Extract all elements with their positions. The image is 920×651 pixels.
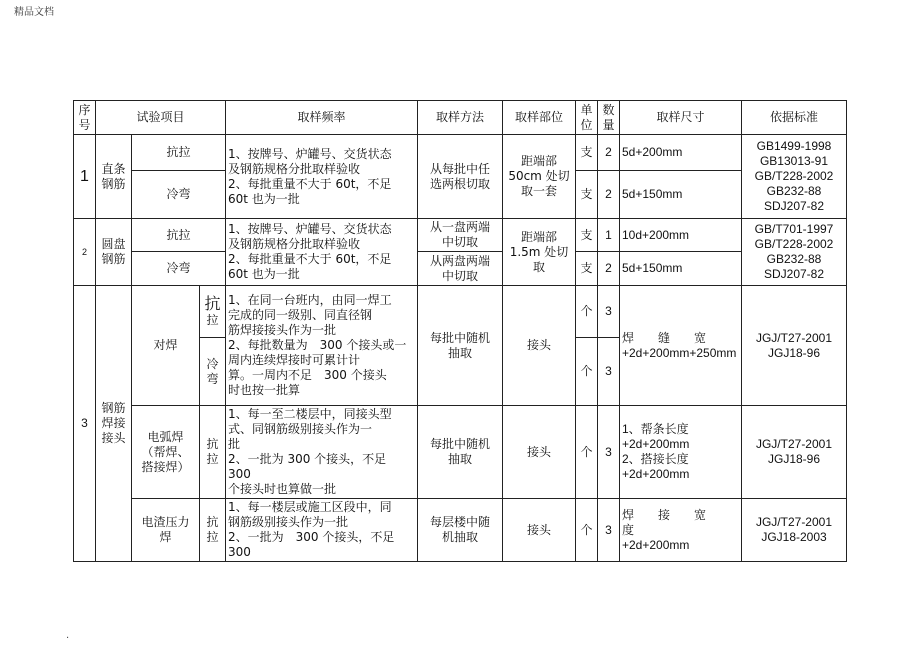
footer-dot: .	[66, 630, 70, 641]
row2-frequency: 1、按牌号、炉罐号、交货状态 及钢筋规格分批取样验收 2、每批重量不大于 60t，不足 60t 也为一批	[226, 219, 418, 286]
row1-test-tensile: 抗拉	[132, 135, 226, 171]
table-header-row	[74, 101, 847, 135]
row2-unit-a: 支	[576, 219, 598, 252]
row3-sub3-test: 抗 拉	[200, 499, 226, 562]
row3-seq: 3	[74, 286, 96, 562]
row2-position: 距端部 1.5m 处切 取	[503, 219, 576, 286]
row3-sub1-position: 接头	[503, 286, 576, 406]
row1-test-bend: 冷弯	[132, 171, 226, 219]
row3-sub3-method: 每层楼中随 机抽取	[418, 499, 503, 562]
row3-sub1-test-tensile-small: 拉	[206, 312, 219, 327]
table-row	[74, 406, 847, 499]
row1-unit-a: 支	[576, 135, 598, 171]
row3-sub3-unit: 个	[576, 499, 598, 562]
header-note: 精品文档	[14, 7, 54, 18]
row3-sub2-frequency: 1、每一至二楼层中，同接头型 式、同钢筋级别接头作为一 批 2、一批为 300 个接头，不足 300 个接头时也算做一批	[226, 406, 418, 499]
row3-sub1-test-tensile	[200, 286, 226, 338]
row3-sub1-unit-a: 个	[576, 286, 598, 338]
row3-sub1-unit-b: 个	[576, 338, 598, 406]
row3-sub2-size: 1、帮条长度 +2d+200mm 2、搭接长度 +2d+200mm	[620, 406, 742, 499]
row2-unit-b: 支	[576, 252, 598, 286]
row1-frequency: 1、按牌号、炉罐号、交货状态 及钢筋规格分批取样验收 2、每批重量不大于 60t，不足 60t 也为一批	[226, 135, 418, 219]
table-row	[74, 252, 847, 286]
row2-material: 圆盘 钢筋	[96, 219, 132, 286]
table-row	[74, 135, 847, 171]
col-header-qty: 数 量	[598, 101, 620, 135]
row1-method: 从每批中任 选两根切取	[418, 135, 503, 219]
row1-qty-b: 2	[598, 171, 620, 219]
row2-qty-a: 1	[598, 219, 620, 252]
table-row	[74, 499, 847, 562]
row3-sub3-qty: 3	[598, 499, 620, 562]
row1-seq: 1	[74, 135, 96, 219]
row1-standard: GB1499-1998 GB13013-91 GB/T228-2002 GB232-88 SDJ207-82	[742, 135, 847, 219]
row2-test-tensile: 抗拉	[132, 219, 226, 252]
row3-sub1-test-tensile-big: 抗	[204, 293, 221, 313]
row2-test-bend: 冷弯	[132, 252, 226, 286]
row1-material: 直条 钢筋	[96, 135, 132, 219]
col-header-size: 取样尺寸	[620, 101, 742, 135]
row2-size-a: 10d+200mm	[620, 219, 742, 252]
row3-sub2-unit: 个	[576, 406, 598, 499]
row3-sub1-size: 焊 缝 宽 +2d+200mm+250mm	[620, 286, 742, 406]
row3-sub2-qty: 3	[598, 406, 620, 499]
row3-sub1-test-bend: 冷 弯	[200, 338, 226, 406]
row3-sub1-method: 每批中随机 抽取	[418, 286, 503, 406]
row1-unit-b: 支	[576, 171, 598, 219]
row3-sub2-name: 电弧焊 （帮焊、 搭接焊）	[132, 406, 200, 499]
row3-sub3-name: 电渣压力 焊	[132, 499, 200, 562]
row1-position: 距端部 50cm 处切 取一套	[503, 135, 576, 219]
row3-sub3-size: 焊 接 宽 度 +2d+200mm	[620, 499, 742, 562]
row3-sub2-standard: JGJ/T27-2001 JGJ18-96	[742, 406, 847, 499]
col-header-seq: 序 号	[74, 101, 96, 135]
row2-size-b: 5d+150mm	[620, 252, 742, 286]
row1-size-b: 5d+150mm	[620, 171, 742, 219]
row2-standard: GB/T701-1997 GB/T228-2002 GB232-88 SDJ207-82	[742, 219, 847, 286]
row1-qty-a: 2	[598, 135, 620, 171]
col-header-unit: 单 位	[576, 101, 598, 135]
row2-seq: 2	[74, 219, 96, 286]
col-header-standard: 依据标准	[742, 101, 847, 135]
row2-qty-b: 2	[598, 252, 620, 286]
row3-sub2-test: 抗 拉	[200, 406, 226, 499]
row3-sub1-name: 对焊	[132, 286, 200, 406]
row2-method-b: 从两盘两端 中切取	[418, 252, 503, 286]
row3-sub3-standard: JGJ/T27-2001 JGJ18-2003	[742, 499, 847, 562]
col-header-item: 试验项目	[96, 101, 226, 135]
col-header-position: 取样部位	[503, 101, 576, 135]
row3-sub3-position: 接头	[503, 499, 576, 562]
row2-method-a: 从一盘两端 中切取	[418, 219, 503, 252]
row3-sub1-qty-b: 3	[598, 338, 620, 406]
row3-sub3-frequency: 1、每一楼层或施工区段中，同 钢筋级别接头作为一批 2、一批为 300 个接头，不足 300	[226, 499, 418, 562]
table-row	[74, 219, 847, 252]
col-header-method: 取样方法	[418, 101, 503, 135]
row1-size-a: 5d+200mm	[620, 135, 742, 171]
col-header-freq: 取样频率	[226, 101, 418, 135]
row3-sub2-method: 每批中随机 抽取	[418, 406, 503, 499]
sampling-table	[73, 100, 847, 562]
table-row	[74, 286, 847, 338]
row3-sub2-position: 接头	[503, 406, 576, 499]
row3-sub1-frequency: 1、在同一台班内，由同一焊工 完成的同一级别、同直径钢 筋焊接接头作为一批 2、每批数量为 300 个接头或一 周内连续焊接时可累计计 算。一周内不足 300 个接头 时也按一批算	[226, 286, 418, 406]
row3-sub1-qty-a: 3	[598, 286, 620, 338]
row3-sub1-standard: JGJ/T27-2001 JGJ18-96	[742, 286, 847, 406]
row3-material: 钢筋 焊接 接头	[96, 286, 132, 562]
